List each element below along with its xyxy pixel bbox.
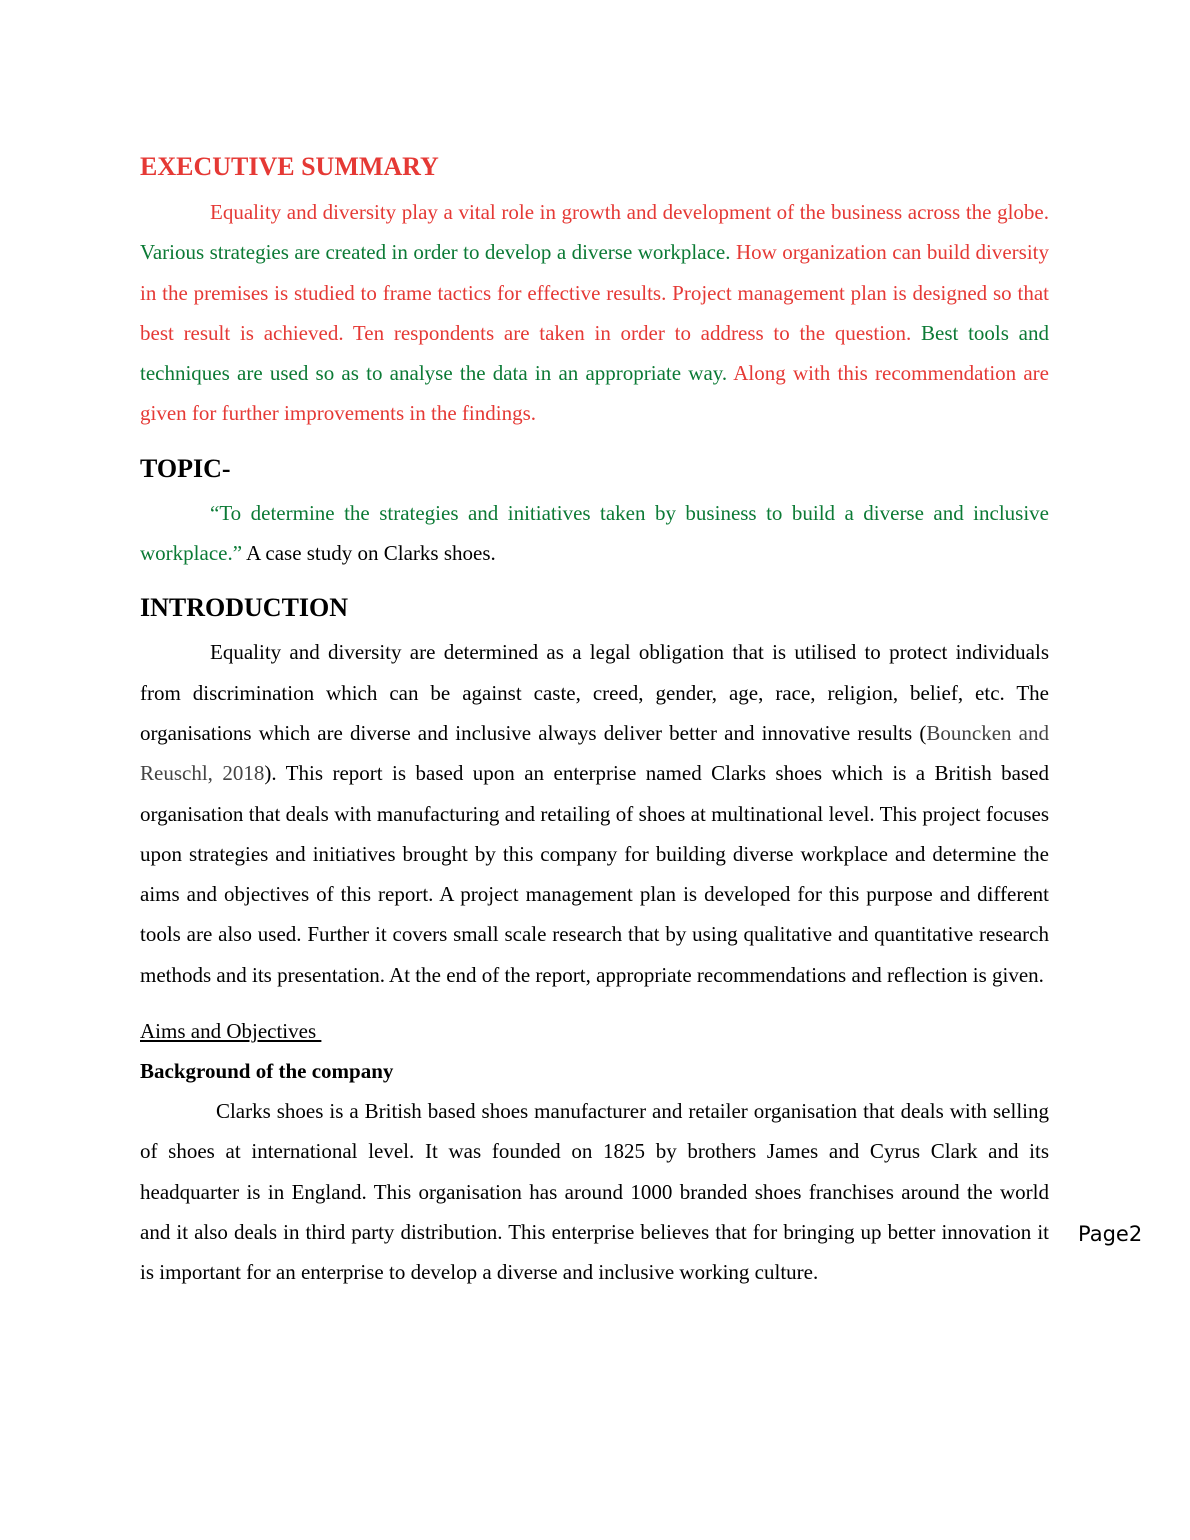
topic-case-study: A case study on Clarks shoes. (242, 541, 496, 566)
summary-segment: Equality and diversity play a vital role in growth and development of the business across the globe. (210, 200, 1049, 224)
intro-text: ). This report is based upon an enterprise named Clarks shoes which is a British based organisation that deals with manufacturing and retailing of shoes at multinational level. This project focuses upon strategies and initiatives brought by this company for building diverse workplace and determine the aims and objectives of this report. A project management plan is developed for this purpose and different tools are also used. Further it covers small scale research that by using qualitative and quantitative research methods and its presentation. At the end of the report, appropriate recommendations and reflection is given. (140, 761, 1049, 987)
topic-paragraph (140, 493, 1049, 574)
executive-summary-paragraph (140, 192, 1049, 434)
executive-summary-heading: EXECUTIVE SUMMARY (140, 152, 439, 181)
intro-text: Equality and diversity are determined as a legal obligation that is utilised to protect individuals from discrimination which can be against caste, creed, gender, age, race, religion, belief, etc. The organisations which are diverse and inclusive always deliver better and innovative results ( (140, 640, 1049, 745)
summary-segment: How organization can build diversity in the premises is studied to frame tactics for effective results. Project management plan is designed so that best result is achieved. Ten respondents are taken in order to address to the question. (140, 240, 1050, 345)
topic-heading: TOPIC- (140, 453, 231, 483)
summary-segment: Various strategies are created in order to develop a diverse workplace. (140, 240, 736, 265)
page-number: Page2 (1078, 1222, 1143, 1246)
background-heading: Background of the company (140, 1059, 394, 1084)
introduction-heading: INTRODUCTION (140, 593, 349, 623)
topic-quote: “To determine the strategies and initiatives taken by business to build a diverse and inclusive workplace.” (140, 500, 1049, 566)
summary-segment: Along with this recommendation are given for further improvements in the findings. (140, 361, 1049, 426)
intro-citation: Bouncken and Reuschl, 2018 (140, 720, 1049, 786)
document-page (140, 148, 1055, 1293)
background-paragraph: Clarks shoes is a British based shoes manufacturer and retailer organisation that deals with selling of shoes at international level. It was founded on 1825 by brothers James and Cyrus Clark and its headquarter is in England. This organisation has around 1000 branded shoes franchises around the world and it also deals in third party distribution. This enterprise believes that for bringing up better innovation it is important for an enterprise to develop a diverse and inclusive working culture. (140, 1099, 1055, 1285)
summary-segment: Best tools and techniques are used so as to analyse the data in an appropriate way. (140, 320, 1049, 386)
introduction-paragraph (140, 632, 1049, 995)
aims-objectives-heading: Aims and Objectives (140, 1019, 322, 1044)
